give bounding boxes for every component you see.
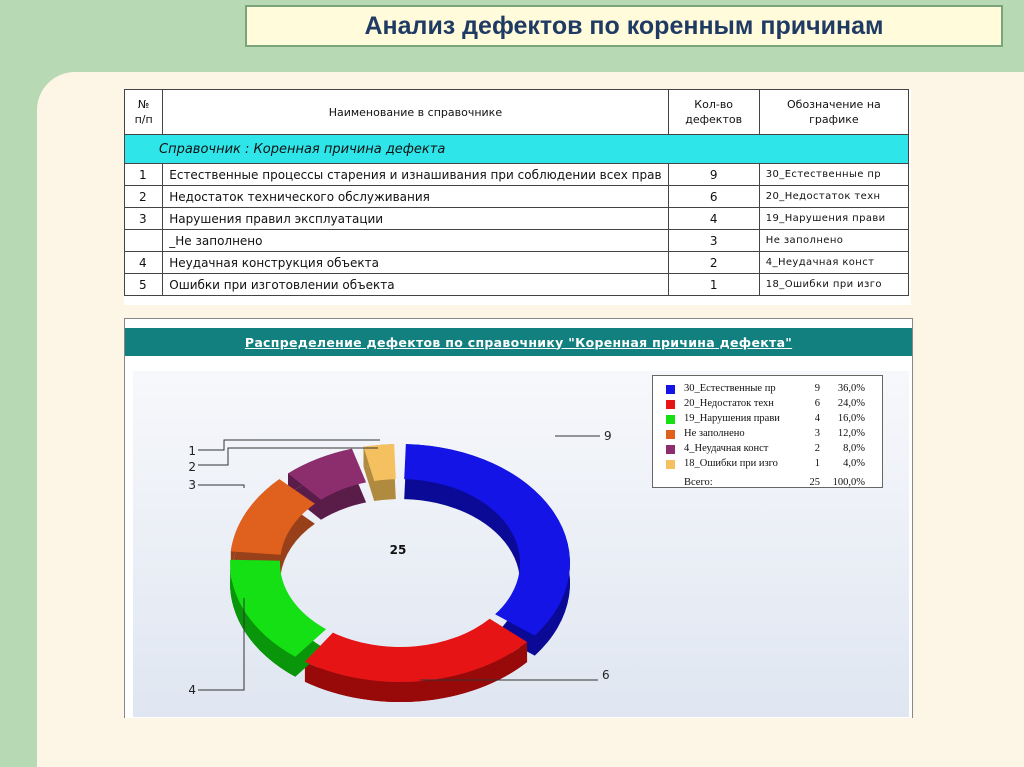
chart-title: Распределение дефектов по справочнику "Коренная причина дефекта": [244, 334, 793, 350]
legend-percent: 36,0%: [837, 383, 865, 394]
legend-label: 4_Неудачная конст: [684, 443, 769, 454]
legend-item: [653, 457, 884, 472]
cell-num: 5: [125, 274, 163, 296]
slide-title: Анализ дефектов по коренным причинам: [364, 11, 884, 40]
legend-label: 20_Недостаток техн: [684, 398, 774, 409]
legend-swatch: [666, 400, 675, 409]
header-label-line2: графике: [809, 113, 859, 126]
cell-name: _Не заполнено: [163, 230, 668, 252]
legend-percent: 12,0%: [837, 428, 865, 439]
legend-count: 3: [814, 428, 820, 439]
callout-label: 1: [188, 444, 196, 458]
legend-item: [653, 382, 884, 397]
legend-percent: 8,0%: [843, 443, 865, 454]
legend-count: 6: [814, 398, 820, 409]
header-count-line1: Кол-во: [694, 98, 734, 111]
cell-count: 3: [668, 230, 759, 252]
cell-name: Недостаток технического обслуживания: [163, 186, 668, 208]
cell-num: 1: [125, 164, 163, 186]
cell-count: 4: [668, 208, 759, 230]
callout-leader-line: [198, 485, 244, 488]
cell-count: 9: [668, 164, 759, 186]
cell-count: 2: [668, 252, 759, 274]
header-num-line2: п/п: [134, 113, 153, 126]
legend-label: 19_Нарушения прави: [684, 413, 780, 424]
callout-label: 9: [604, 429, 612, 443]
legend-percent: 4,0%: [843, 458, 865, 469]
cell-name: Ошибки при изготовлении объекта: [163, 274, 668, 296]
legend-total-count: 25: [809, 477, 820, 488]
legend-total-row: [653, 476, 884, 491]
header-label-line1: Обозначение на: [787, 98, 881, 111]
callout-label: 2: [188, 460, 196, 474]
header-num-line1: №: [137, 98, 150, 111]
chart-legend: [652, 375, 883, 488]
cell-num: 4: [125, 252, 163, 274]
legend-percent: 16,0%: [837, 413, 865, 424]
cell-num: 3: [125, 208, 163, 230]
cell-label: 4_Неудачная конст: [759, 252, 908, 274]
legend-swatch: [666, 460, 675, 469]
callout-label: 3: [188, 478, 196, 492]
legend-label: 30_Естественные пр: [684, 383, 776, 394]
cell-label: 18_Ошибки при изго: [759, 274, 908, 296]
center-total-label: 25: [389, 543, 407, 557]
cell-count: 1: [668, 274, 759, 296]
legend-count: 4: [814, 413, 820, 424]
legend-swatch: [666, 445, 675, 454]
legend-count: 9: [814, 383, 820, 394]
callout-label: 4: [188, 683, 196, 697]
callout-label: 6: [602, 668, 610, 682]
cell-label: 19_Нарушения прави: [759, 208, 908, 230]
legend-swatch: [666, 385, 675, 394]
cell-name: Естественные процессы старения и изнашивания при соблюдении всех прав: [163, 164, 668, 186]
legend-count: 2: [814, 443, 820, 454]
doughnut-slice: [404, 444, 570, 635]
legend-item: [653, 427, 884, 442]
legend-percent: 24,0%: [837, 398, 865, 409]
section-title: Справочник : Коренная причина дефекта: [125, 135, 909, 164]
legend-label: Не заполнено: [684, 428, 745, 439]
legend-count: 1: [814, 458, 820, 469]
legend-swatch: [666, 415, 675, 424]
cell-label: 30_Естественные пр: [759, 164, 908, 186]
cell-label: 20_Недостаток техн: [759, 186, 908, 208]
cell-count: 6: [668, 186, 759, 208]
legend-item: [653, 397, 884, 412]
legend-total-percent: 100,0%: [832, 477, 865, 488]
cell-name: Неудачная конструкция объекта: [163, 252, 668, 274]
legend-item: [653, 442, 884, 457]
legend-swatch: [666, 430, 675, 439]
header-name: Наименование в справочнике: [163, 90, 668, 135]
legend-total-label: Всего:: [684, 477, 713, 488]
cell-num: 2: [125, 186, 163, 208]
legend-label: 18_Ошибки при изго: [684, 458, 778, 469]
legend-item: [653, 412, 884, 427]
header-count-line2: дефектов: [685, 113, 743, 126]
cell-name: Нарушения правил эксплуатации: [163, 208, 668, 230]
cell-label: Не заполнено: [759, 230, 908, 252]
